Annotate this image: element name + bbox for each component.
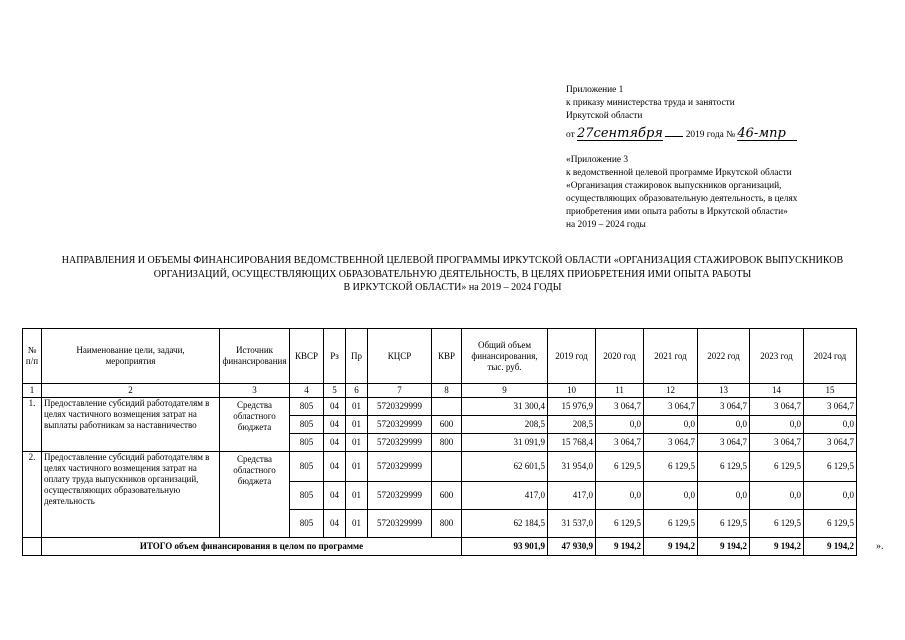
appendix3-line: на 2019 – 2024 годы: [566, 220, 646, 230]
header-cell: 2020 год: [596, 329, 644, 384]
item-source: Средства областного бюджета: [220, 398, 290, 452]
table-row: [23, 452, 857, 482]
column-number-row: [23, 384, 857, 398]
column-number: 8: [432, 384, 462, 398]
column-number: 11: [596, 384, 644, 398]
year-cell: 6 129,5: [698, 510, 750, 538]
header-cell: № п/п: [23, 329, 42, 384]
year-cell: 3 064,7: [698, 398, 750, 416]
year-cell: 15 976,9: [548, 398, 596, 416]
year-cell: 3 064,7: [644, 434, 698, 452]
rz-cell: 04: [324, 510, 346, 538]
rz-cell: 04: [324, 416, 346, 434]
kvr-cell: 600: [432, 482, 462, 510]
total-row: [23, 538, 857, 556]
kvsr-cell: 805: [290, 510, 324, 538]
kvsr-cell: 805: [290, 398, 324, 416]
total-value: 9 194,2: [596, 538, 644, 556]
year-cell: 0,0: [698, 482, 750, 510]
kvsr-cell: 805: [290, 482, 324, 510]
kvr-cell: 600: [432, 416, 462, 434]
year-cell: 3 064,7: [750, 398, 804, 416]
year-cell: 3 064,7: [698, 434, 750, 452]
kvr-cell: [432, 398, 462, 416]
header-row: [23, 329, 857, 384]
header-cell: Рз: [324, 329, 346, 384]
kvsr-cell: 805: [290, 452, 324, 482]
handwritten-number: 46-мпр: [737, 127, 797, 141]
header-cell: КВР: [432, 329, 462, 384]
kcsr-cell: 5720329999: [368, 452, 432, 482]
pr-cell: 01: [346, 510, 368, 538]
total-label: ИТОГО объем финансирования в целом по программе: [42, 538, 462, 556]
column-number: 1: [23, 384, 42, 398]
table-row: [23, 398, 857, 416]
header-cell: Общий объем финансирования, тыс. руб.: [462, 329, 548, 384]
appendix3-line: «Приложение 3: [566, 155, 629, 165]
total-value: 9 194,2: [644, 538, 698, 556]
order-date-line: [566, 127, 797, 141]
column-number: 9: [462, 384, 548, 398]
header-cell: Наименование цели, задачи, мероприятия: [42, 329, 220, 384]
title-line: В ИРКУТСКОЙ ОБЛАСТИ» на 2019 – 2024 ГОДЫ: [343, 282, 562, 293]
handwritten-date: 27сентября: [577, 126, 663, 141]
total-cell: 208,5: [462, 416, 548, 434]
closing-quote: ».: [876, 541, 884, 552]
year-cell: 3 064,7: [804, 398, 857, 416]
column-number: 4: [290, 384, 324, 398]
year-cell: 6 129,5: [698, 452, 750, 482]
total-value: 9 194,2: [804, 538, 857, 556]
column-number: 2: [42, 384, 220, 398]
item-number: 2.: [23, 452, 42, 538]
pr-cell: 01: [346, 434, 368, 452]
appendix3-line: приобретения ими опыта работы в Иркутской области»: [566, 207, 788, 217]
column-number: 12: [644, 384, 698, 398]
pr-cell: 01: [346, 482, 368, 510]
kvr-cell: [432, 452, 462, 482]
column-number: 7: [368, 384, 432, 398]
year-cell: 3 064,7: [750, 434, 804, 452]
header-cell: 2023 год: [750, 329, 804, 384]
rz-cell: 04: [324, 482, 346, 510]
header-cell: Пр: [346, 329, 368, 384]
column-number: 14: [750, 384, 804, 398]
kcsr-cell: 5720329999: [368, 482, 432, 510]
total-cell: 62 601,5: [462, 452, 548, 482]
item-number: 1.: [23, 398, 42, 452]
year-cell: 6 129,5: [804, 452, 857, 482]
kcsr-cell: 5720329999: [368, 398, 432, 416]
total-value: 93 901,9: [462, 538, 548, 556]
year-cell: 3 064,7: [596, 434, 644, 452]
kcsr-cell: 5720329999: [368, 434, 432, 452]
year-cell: 0,0: [698, 416, 750, 434]
rz-cell: 04: [324, 398, 346, 416]
year-cell: 3 064,7: [804, 434, 857, 452]
year-cell: 15 768,4: [548, 434, 596, 452]
year-cell: 0,0: [804, 416, 857, 434]
year-cell: 6 129,5: [644, 510, 698, 538]
year-cell: 6 129,5: [750, 510, 804, 538]
total-value: 9 194,2: [698, 538, 750, 556]
column-number: 10: [548, 384, 596, 398]
document-title: [0, 254, 905, 295]
column-number: 5: [324, 384, 346, 398]
total-value: 9 194,2: [750, 538, 804, 556]
header-cell: Источник финансирования: [220, 329, 290, 384]
item-source: Средства областного бюджета: [220, 452, 290, 538]
total-cell: 62 184,5: [462, 510, 548, 538]
year-cell: 3 064,7: [644, 398, 698, 416]
appendix3-line: «Организация стажировок выпускников организаций,: [566, 181, 782, 191]
year-text: 2019 года №: [685, 130, 736, 140]
title-line: НАПРАВЛЕНИЯ И ОБЪЕМЫ ФИНАНСИРОВАНИЯ ВЕДОМСТВЕННОЙ ЦЕЛЕВОЙ ПРОГРАММЫ ИРКУТСКОЙ ОБЛАСТИ «ОРГАНИЗАЦИЯ СТАЖИРОВОК ВЫПУСКНИКОВ: [61, 255, 844, 266]
kvr-cell: 800: [432, 434, 462, 452]
year-cell: 3 064,7: [596, 398, 644, 416]
column-number: 3: [220, 384, 290, 398]
kvr-cell: 800: [432, 510, 462, 538]
year-cell: 208,5: [548, 416, 596, 434]
pr-cell: 01: [346, 398, 368, 416]
total-cell: 417,0: [462, 482, 548, 510]
pr-cell: 01: [346, 416, 368, 434]
year-cell: 0,0: [750, 482, 804, 510]
kcsr-cell: 5720329999: [368, 416, 432, 434]
year-cell: 31 954,0: [548, 452, 596, 482]
header-cell: 2021 год: [644, 329, 698, 384]
column-number: 13: [698, 384, 750, 398]
title-line: ОРГАНИЗАЦИЙ, ОСУЩЕСТВЛЯЮЩИХ ОБРАЗОВАТЕЛЬНУЮ ДЕЯТЕЛЬНОСТЬ, В ЦЕЛЯХ ПРИОБРЕТЕНИЯ ИМИ ОПЫТА РАБОТЫ: [153, 268, 752, 280]
year-cell: 6 129,5: [750, 452, 804, 482]
item-name: Предоставление субсидий работодателям в целях частичного возмещения затрат на выплаты работникам за наставничество: [42, 398, 220, 452]
rz-cell: 04: [324, 434, 346, 452]
total-cell: 31 300,4: [462, 398, 548, 416]
appendix1-order: к приказу министерства труда и занятости: [566, 98, 735, 108]
year-cell: 417,0: [548, 482, 596, 510]
year-cell: 6 129,5: [644, 452, 698, 482]
appendix1-region: Иркутской области: [566, 111, 643, 121]
year-cell: 31 537,0: [548, 510, 596, 538]
appendix3-line: осуществляющих образовательную деятельность, в целях: [566, 194, 798, 204]
header-cell: 2024 год: [804, 329, 857, 384]
total-value: 47 930,9: [548, 538, 596, 556]
appendix3-line: к ведомственной целевой программе Иркутской области: [566, 168, 792, 178]
appendix1-title: Приложение 1: [566, 85, 624, 95]
header-cell: КЦСР: [368, 329, 432, 384]
kvsr-cell: 805: [290, 434, 324, 452]
year-cell: 6 129,5: [596, 510, 644, 538]
kvsr-cell: 805: [290, 416, 324, 434]
column-number: 6: [346, 384, 368, 398]
total-cell: 31 091,9: [462, 434, 548, 452]
year-cell: 0,0: [596, 416, 644, 434]
header-cell: 2019 год: [548, 329, 596, 384]
year-cell: 6 129,5: [804, 510, 857, 538]
kcsr-cell: 5720329999: [368, 510, 432, 538]
year-cell: 0,0: [804, 482, 857, 510]
column-number: 15: [804, 384, 857, 398]
financing-table: [22, 328, 857, 556]
rz-cell: 04: [324, 452, 346, 482]
pr-cell: 01: [346, 452, 368, 482]
item-name: Предоставление субсидий работодателям в целях частичного возмещения затрат на оплату труда выпускников организаций, осуществляющих образовательную деятельность: [42, 452, 220, 538]
header-cell: КВСР: [290, 329, 324, 384]
year-cell: 0,0: [750, 416, 804, 434]
year-cell: 6 129,5: [596, 452, 644, 482]
total-blank-cell: [23, 538, 42, 556]
from-prefix: от: [566, 130, 575, 140]
header-cell: 2022 год: [698, 329, 750, 384]
year-cell: 0,0: [596, 482, 644, 510]
year-cell: 0,0: [644, 482, 698, 510]
year-cell: 0,0: [644, 416, 698, 434]
